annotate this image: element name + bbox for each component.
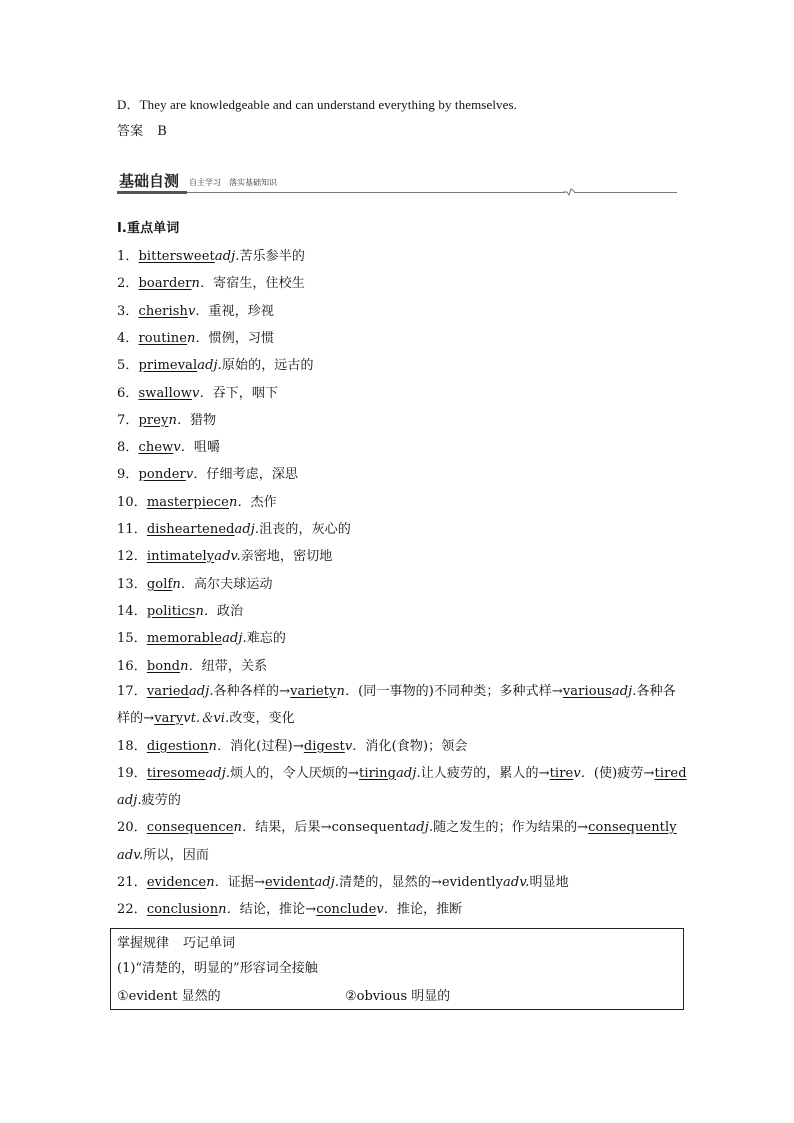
part-of-speech: n． bbox=[218, 902, 240, 917]
item-number: 5． bbox=[117, 358, 139, 373]
meaning: 高尔夫球运动 bbox=[193, 577, 273, 592]
vocab-word: conclude bbox=[316, 902, 377, 917]
meaning: 吞下，咽下 bbox=[212, 386, 279, 401]
meaning: 让人疲劳的，累人的→ bbox=[420, 766, 550, 781]
meaning: 样的→ bbox=[117, 711, 155, 726]
vocab-word: conclusion bbox=[146, 902, 219, 917]
vocab-word: tire bbox=[549, 766, 574, 781]
vocab-word: memorable bbox=[146, 631, 223, 646]
part-of-speech: adj. bbox=[214, 249, 240, 264]
part-of-speech: v． bbox=[187, 304, 209, 319]
item-number: 18． bbox=[117, 739, 147, 754]
meaning: 政治 bbox=[217, 604, 244, 619]
header-rule bbox=[187, 192, 565, 193]
section-subtitle: 自主学习 落实基础知识 bbox=[189, 178, 277, 187]
vocab-word: ponder bbox=[138, 467, 186, 482]
part-of-speech: n． bbox=[233, 820, 256, 835]
item-number: 8． bbox=[117, 440, 139, 455]
meaning: 难忘的 bbox=[246, 631, 287, 646]
vocab-item bbox=[117, 603, 243, 621]
vocab-word: politics bbox=[146, 604, 196, 619]
tip-example-1: ①evident 显然的 bbox=[117, 989, 221, 1004]
part-of-speech: n． bbox=[228, 495, 251, 510]
part-of-speech: n． bbox=[206, 875, 228, 890]
part-of-speech: adj. bbox=[234, 522, 260, 537]
answer-value: B bbox=[157, 124, 167, 139]
part-of-speech: n． bbox=[336, 684, 359, 699]
tip-rule: (1)“清楚的，明显的”形容词全接触 bbox=[117, 961, 318, 976]
part-of-speech: n． bbox=[195, 604, 218, 619]
vocab-word: cherish bbox=[138, 304, 188, 319]
item-number: 15． bbox=[117, 631, 147, 646]
answer-line bbox=[117, 123, 167, 141]
vocab-item-20-cont bbox=[117, 847, 209, 865]
part-of-speech: n． bbox=[208, 739, 231, 754]
item-number: 7． bbox=[117, 413, 139, 428]
vocab-word: tiresome bbox=[146, 766, 206, 781]
tip-box bbox=[110, 928, 684, 1010]
meaning: 杰作 bbox=[250, 495, 277, 510]
part-of-speech: adj. bbox=[222, 631, 247, 646]
vocab-item bbox=[117, 548, 332, 566]
vocab-word: variety bbox=[290, 684, 337, 699]
vocab-item-21 bbox=[117, 874, 569, 892]
item-number: 21． bbox=[117, 875, 147, 890]
item-number: 19． bbox=[117, 766, 147, 781]
meaning: 疲劳的 bbox=[141, 793, 181, 808]
meaning: 沮丧的，灰心的 bbox=[259, 522, 351, 537]
item-number: 14． bbox=[117, 604, 147, 619]
section-title: 基础自测 bbox=[119, 172, 180, 190]
item-number: 3． bbox=[117, 304, 139, 319]
option-d: D．They are knowledgeable and can understand everything by themselves. bbox=[117, 97, 518, 112]
item-number: 2． bbox=[117, 276, 139, 291]
part-of-speech: n． bbox=[187, 331, 209, 346]
section-header bbox=[117, 170, 677, 196]
part-of-speech: adj. bbox=[314, 875, 340, 890]
vocab-word: golf bbox=[146, 577, 173, 592]
meaning: 各种各 bbox=[636, 684, 676, 699]
vocab-word: prey bbox=[138, 413, 169, 428]
part-of-speech: v． bbox=[173, 440, 194, 455]
vocab-word: bond bbox=[146, 659, 181, 674]
vocab-item bbox=[117, 630, 286, 648]
vocab-word: tired bbox=[654, 766, 687, 781]
vocab-word: intimately bbox=[146, 549, 215, 564]
header-notch-icon bbox=[563, 186, 575, 196]
vocab-item bbox=[117, 330, 274, 348]
meaning: (使)疲劳→ bbox=[593, 766, 655, 781]
part-of-speech: adv. bbox=[117, 848, 144, 863]
vocab-item-19-cont bbox=[117, 792, 181, 810]
vocab-item bbox=[117, 494, 277, 512]
part-of-speech: adj. bbox=[408, 820, 434, 835]
meaning: 结果，后果→consequent bbox=[255, 820, 409, 835]
part-of-speech: n． bbox=[168, 413, 191, 428]
vocab-word: tiring bbox=[359, 766, 397, 781]
vocab-word: chew bbox=[138, 440, 174, 455]
header-rule bbox=[574, 192, 677, 193]
meaning: 各种各样的→ bbox=[213, 684, 291, 699]
vocab-item bbox=[117, 303, 274, 321]
vocab-item-22 bbox=[117, 901, 462, 919]
vocab-word: bittersweet bbox=[138, 249, 215, 264]
part-of-speech: adj. bbox=[188, 684, 214, 699]
item-number: 12． bbox=[117, 549, 147, 564]
vocab-item bbox=[117, 357, 314, 375]
meaning: 推论，推断 bbox=[396, 902, 463, 917]
part-of-speech: n． bbox=[191, 276, 214, 291]
item-number: 1． bbox=[117, 249, 139, 264]
meaning: (同一事物的)不同种类；多种式样→ bbox=[358, 684, 563, 699]
vocab-item bbox=[117, 576, 273, 594]
item-number: 22． bbox=[117, 902, 147, 917]
part-of-speech: v． bbox=[376, 902, 397, 917]
vocab-word: routine bbox=[138, 331, 188, 346]
vocab-word: vary bbox=[154, 711, 184, 726]
vocab-word: digest bbox=[303, 739, 345, 754]
vocab-item bbox=[117, 658, 267, 676]
vocab-word: swallow bbox=[138, 386, 193, 401]
part-of-speech: v． bbox=[185, 467, 207, 482]
vocab-word: consequence bbox=[146, 820, 234, 835]
vocab-word: primeval bbox=[138, 358, 198, 373]
item-number: 9． bbox=[117, 467, 139, 482]
answer-label: 答案 bbox=[117, 124, 144, 139]
vocab-item-17-cont bbox=[117, 710, 295, 728]
meaning: 消化(食物)；领会 bbox=[365, 739, 468, 754]
vocab-word: digestion bbox=[146, 739, 209, 754]
meaning: 咀嚼 bbox=[193, 440, 221, 455]
part-of-speech: v． bbox=[573, 766, 594, 781]
item-number: 6． bbox=[117, 386, 139, 401]
vocab-word: boarder bbox=[138, 276, 192, 291]
meaning: 重视，珍视 bbox=[208, 304, 275, 319]
meaning: 改变，变化 bbox=[229, 711, 295, 726]
vocab-word: varied bbox=[146, 684, 189, 699]
part-of-speech: adj. bbox=[205, 766, 231, 781]
part-of-speech: v． bbox=[192, 386, 213, 401]
meaning: 明显地 bbox=[529, 875, 569, 890]
meaning: 原始的，远古的 bbox=[221, 358, 314, 373]
vocab-item bbox=[117, 439, 220, 457]
meaning: 苦乐参半的 bbox=[239, 249, 305, 264]
tip-title bbox=[117, 932, 235, 951]
vocab-item bbox=[117, 275, 305, 293]
tip-title-a: 掌握规律 bbox=[117, 936, 170, 951]
part-of-speech: v． bbox=[344, 739, 366, 754]
item-number: 10． bbox=[117, 495, 147, 510]
vocab-word: disheartened bbox=[146, 522, 235, 537]
meaning: 猎物 bbox=[190, 413, 217, 428]
meaning: 消化(过程)→ bbox=[230, 739, 304, 754]
meaning: 清楚的，显然的→evidently bbox=[339, 875, 504, 890]
meaning: 证据→ bbox=[227, 875, 265, 890]
vocab-item-18 bbox=[117, 738, 467, 756]
item-number: 4． bbox=[117, 331, 139, 346]
part-of-speech: adj. bbox=[611, 684, 637, 699]
meaning: 烦人的，令人厌烦的→ bbox=[230, 766, 359, 781]
part-of-speech: n． bbox=[172, 577, 194, 592]
meaning: 亲密地，密切地 bbox=[240, 549, 333, 564]
meaning: 随之发生的；作为结果的→ bbox=[433, 820, 589, 835]
vocab-item-17 bbox=[117, 683, 676, 701]
item-number: 20． bbox=[117, 820, 147, 835]
meaning: 寄宿生，住校生 bbox=[213, 276, 305, 291]
vocab-item-19 bbox=[117, 765, 687, 783]
vocab-item bbox=[117, 385, 278, 403]
vocab-item bbox=[117, 412, 216, 430]
tip-example-2: ②obvious 明显的 bbox=[345, 989, 451, 1004]
meaning: 所以，因而 bbox=[143, 848, 209, 863]
header-rule-thick bbox=[117, 191, 187, 194]
part-of-speech: n． bbox=[180, 659, 202, 674]
meaning: 惯例，习惯 bbox=[208, 331, 275, 346]
part-of-speech: adj. bbox=[396, 766, 421, 781]
part-of-speech: vt.＆vi. bbox=[183, 711, 230, 726]
item-number: 17． bbox=[117, 684, 147, 699]
vocab-word: evidence bbox=[146, 875, 207, 890]
part-of-speech: adj. bbox=[117, 793, 142, 808]
meaning: 仔细考虑，深思 bbox=[206, 467, 299, 482]
tip-title-b: 巧记单词 bbox=[183, 936, 236, 951]
vocab-word: various bbox=[562, 684, 612, 699]
vocab-item bbox=[117, 466, 298, 484]
item-number: 11． bbox=[117, 522, 147, 537]
meaning: 纽带，关系 bbox=[201, 659, 268, 674]
vocab-word: masterpiece bbox=[146, 495, 229, 510]
item-number: 16． bbox=[117, 659, 147, 674]
vocab-item bbox=[117, 248, 305, 266]
item-number: 13． bbox=[117, 577, 147, 592]
vocab-word: consequently bbox=[588, 820, 677, 835]
vocab-item-20 bbox=[117, 819, 677, 837]
part-of-speech: adj. bbox=[197, 358, 222, 373]
section-heading: Ⅰ.重点单词 bbox=[117, 221, 180, 236]
vocab-word: evident bbox=[264, 875, 315, 890]
meaning: 结论，推论→ bbox=[239, 902, 317, 917]
vocab-item bbox=[117, 521, 351, 539]
part-of-speech: adv. bbox=[503, 875, 530, 890]
part-of-speech: adv. bbox=[214, 549, 241, 564]
